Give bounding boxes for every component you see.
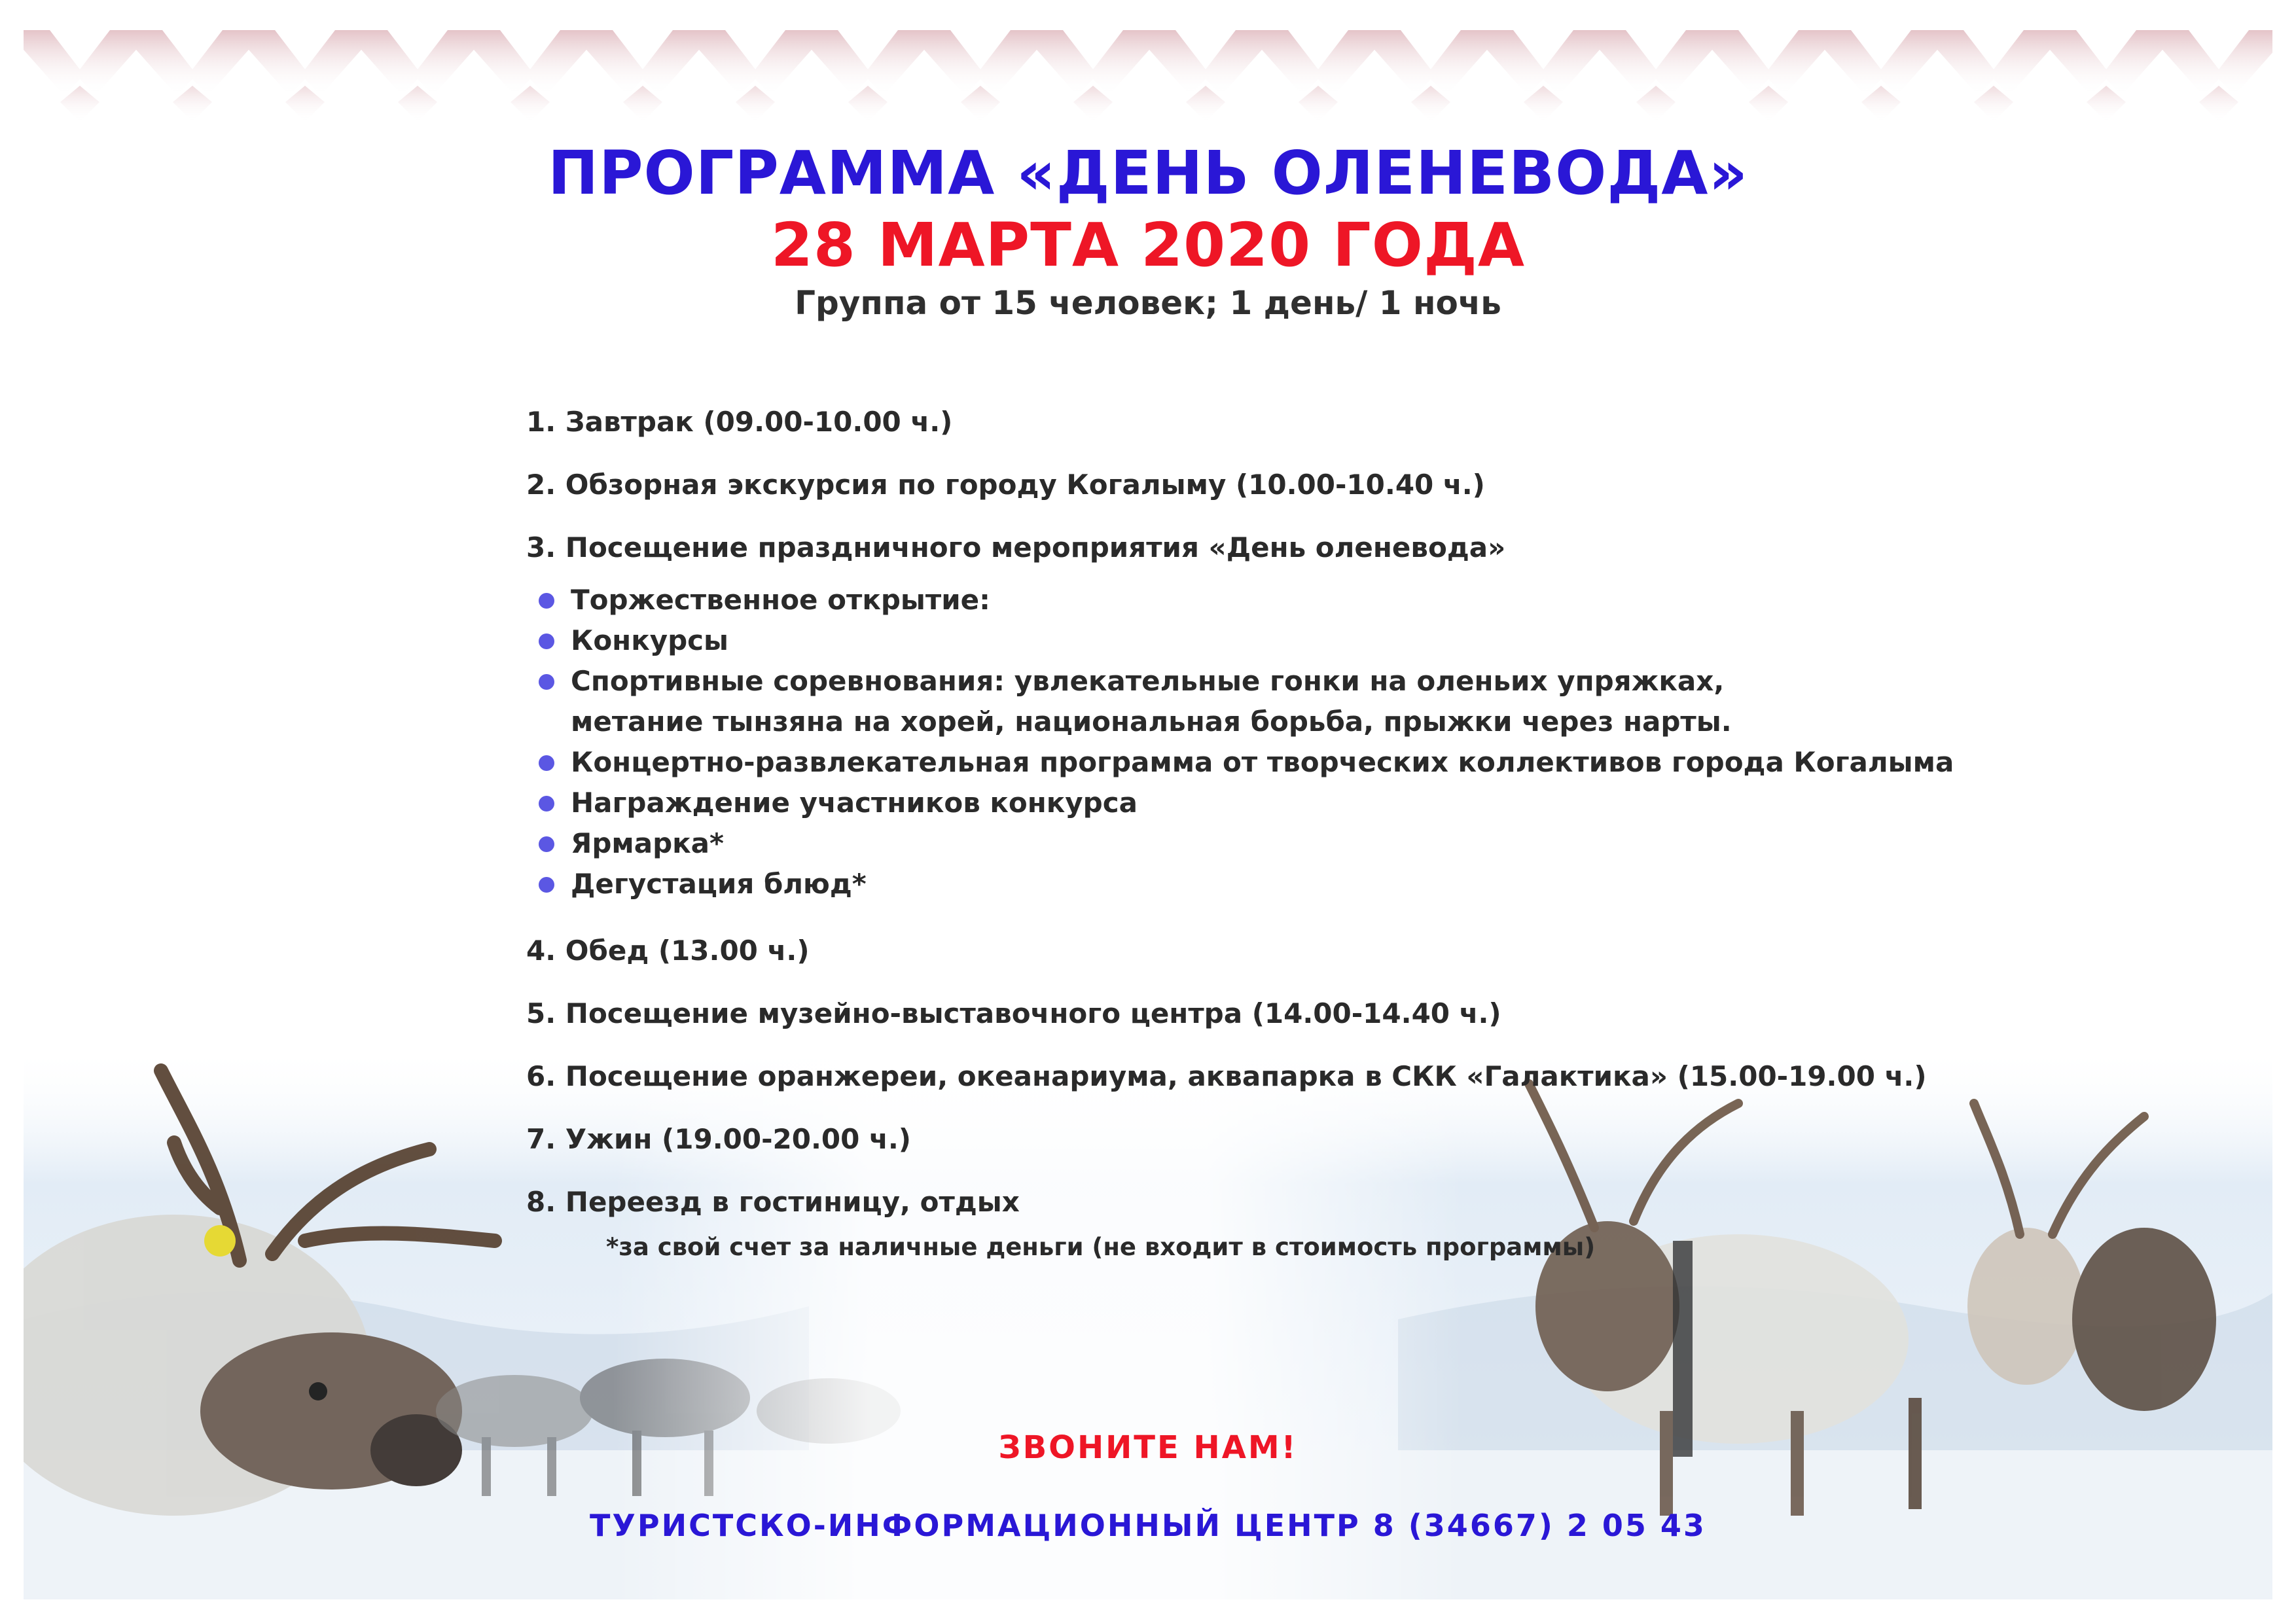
bullet-dot-icon	[539, 877, 554, 893]
program-item-hotel: 8. Переезд в гостиницу, отдых	[526, 1186, 1020, 1218]
sub-item-contests: Конкурсы	[571, 624, 729, 656]
program-item-galaktika: 6. Посещение оранжереи, океанариума, аквапарка в СКК «Галактика» (15.00-19.00 ч.)	[526, 1060, 1927, 1092]
bullet-dot-icon	[539, 633, 554, 649]
program-item-breakfast: 1. Завтрак (09.00-10.00 ч.)	[526, 406, 953, 438]
poster-sheet	[24, 24, 2272, 1599]
sub-item-opening: Торжественное открытие:	[571, 584, 990, 616]
sub-item-tasting: Дегустация блюд*	[571, 868, 867, 900]
program-item-museum: 5. Посещение музейно-выставочного центра (14.00-14.40 ч.)	[526, 997, 1501, 1029]
program-item-lunch: 4. Обед (13.00 ч.)	[526, 935, 810, 967]
program-item-dinner: 7. Ужин (19.00-20.00 ч.)	[526, 1123, 911, 1155]
call-to-action: ЗВОНИТЕ НАМ!	[998, 1429, 1298, 1466]
ornament-band	[24, 24, 2272, 154]
sub-item-sports-cont: метание тынзяна на хорей, национальная борьба, прыжки через нарты.	[571, 705, 1732, 738]
sub-item-awards: Награждение участников конкурса	[571, 787, 1138, 819]
bullet-dot-icon	[539, 796, 554, 812]
footnote: *за свой счет за наличные деньги (не входит в стоимость программы)	[606, 1233, 1596, 1261]
group-info: Группа от 15 человек; 1 день/ 1 ночь	[795, 284, 1501, 322]
sub-item-sports: Спортивные соревнования: увлекательные гонки на оленьих упряжках,	[571, 665, 1725, 697]
sub-item-fair: Ярмарка*	[571, 827, 724, 859]
bullet-dot-icon	[539, 674, 554, 690]
event-date: 28 МАРТА 2020 ГОДА	[770, 210, 1526, 280]
page-title: ПРОГРАММА «ДЕНЬ ОЛЕНЕВОДА»	[548, 138, 1748, 208]
bullet-dot-icon	[539, 755, 554, 771]
contact-info: ТУРИСТСКО-ИНФОРМАЦИОННЫЙ ЦЕНТР 8 (34667) 2 05 43	[590, 1508, 1706, 1543]
program-item-holiday: 3. Посещение праздничного мероприятия «День оленевода»	[526, 531, 1506, 563]
bullet-dot-icon	[539, 593, 554, 609]
bullet-dot-icon	[539, 836, 554, 852]
sub-item-concert: Концертно-развлекательная программа от творческих коллективов города Когалыма	[571, 746, 1954, 778]
program-item-excursion: 2. Обзорная экскурсия по городу Когалыму (10.00-10.40 ч.)	[526, 469, 1485, 501]
